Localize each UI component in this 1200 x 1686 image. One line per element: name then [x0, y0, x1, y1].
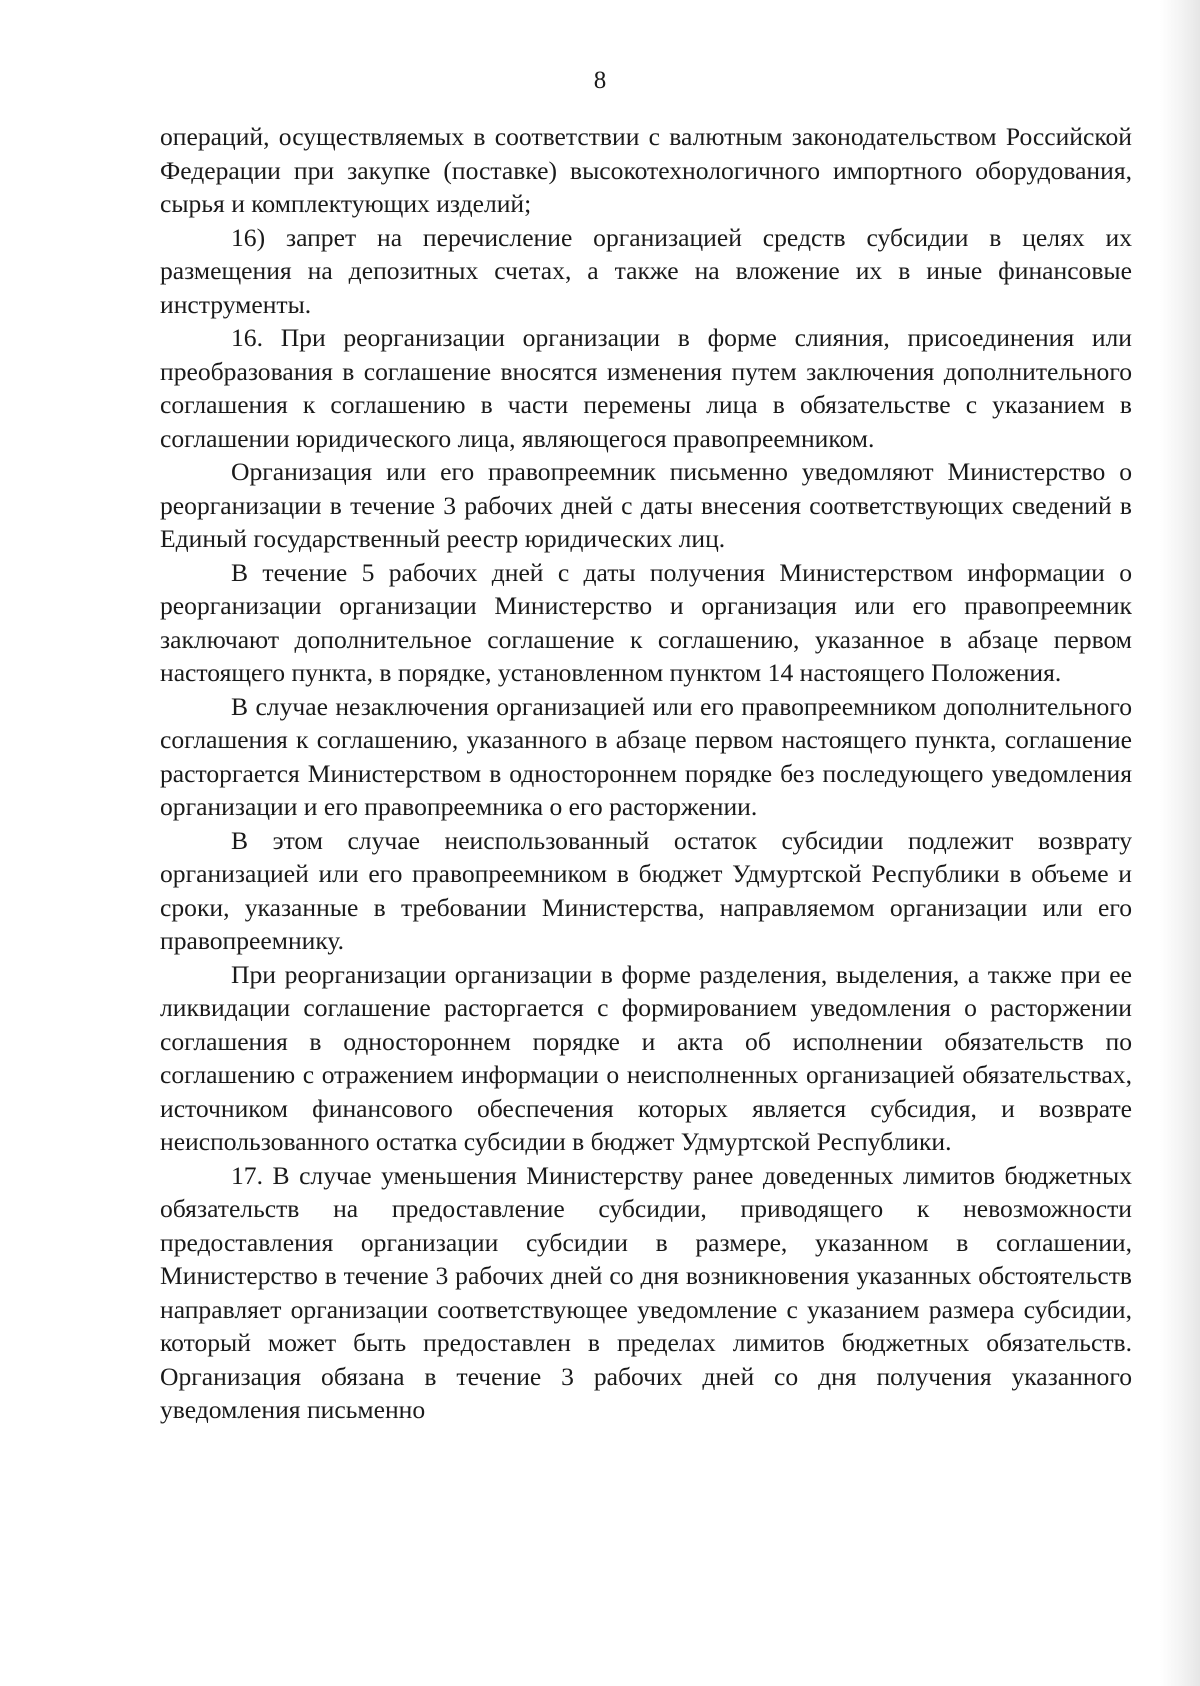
- paragraph-notification: Организация или его правопреемник письменно уведомляют Министерство о реорганизации в течение 3 рабочих дней с даты внесения соответствующих сведений в Единый государственный реестр юридических лиц.: [160, 457, 1132, 553]
- paragraph-clause-16: 16. При реорганизации организации в форме слияния, присоединения или преобразования в соглашение вносятся изменения путем заключения дополнительного соглашения к соглашению в части перемены лица в обязательстве с указанием в соглашении юридического лица, являющегося правопреемником.: [160, 323, 1132, 453]
- paragraph-termination: В случае незаключения организацией или его правопреемником дополнительного соглашения к соглашению, указанного в абзаце первом настоящего пункта, соглашение расторгается Министерством в одностороннем порядке без последующего уведомления организации и его правопреемника о его расторжении.: [160, 691, 1132, 821]
- paragraph-clause-17: 17. В случае уменьшения Министерству ранее доведенных лимитов бюджетных обязательств на предоставление субсидии, приводящего к невозможности предоставления организации субсидии в размере, указанном в соглашении, Министерство в течение 3 рабочих дней со дня возникновения указанных обстоятельств направляет организации соответствующее уведомление с указанием размера субсидии, который может быть предоставлен в пределах лимитов бюджетных обязательств. Организация обязана в течение 3 рабочих дней со дня получения указанного уведомления письменно: [160, 1160, 1132, 1424]
- paragraph-continuation: операций, осуществляемых в соответствии с валютным законодательством Российской Федерации при закупке (поставке) высокотехнологичного импортного оборудования, сырья и комплектующих изделий;: [160, 122, 1132, 218]
- paragraph-refund: В этом случае неиспользованный остаток субсидии подлежит возврату организацией или его правопреемником в бюджет Удмуртской Республики в объеме и сроки, указанные в требовании Министерства, направляемом организации или его правопреемнику.: [160, 825, 1132, 955]
- paragraph-item-16-prohibition: 16) запрет на перечисление организацией средств субсидии в целях их размещения на депозитных счетах, а также на вложение их в иные финансовые инструменты.: [160, 222, 1132, 319]
- document-body: [160, 120, 1132, 1427]
- scan-edge-shadow: [1160, 0, 1200, 1686]
- paragraph-additional-agreement: В течение 5 рабочих дней с даты получения Министерством информации о реорганизации организации Министерство и организация или его правопреемник заключают дополнительное соглашение к соглашению, указанное в абзаце первом настоящего пункта, в порядке, установленном пунктом 14 настоящего Положения.: [160, 557, 1132, 687]
- paragraph-liquidation: При реорганизации организации в форме разделения, выделения, а также при ее ликвидации соглашение расторгается с формированием уведомления о расторжении соглашения в одностороннем порядке и акта об исполнении обязательств по соглашению с отражением информации о неисполненных организацией обязательствах, источником финансового обеспечения которых является субсидия, и возврате неиспользованного остатка субсидии в бюджет Удмуртской Республики.: [160, 959, 1132, 1156]
- page-number: 8: [593, 67, 607, 94]
